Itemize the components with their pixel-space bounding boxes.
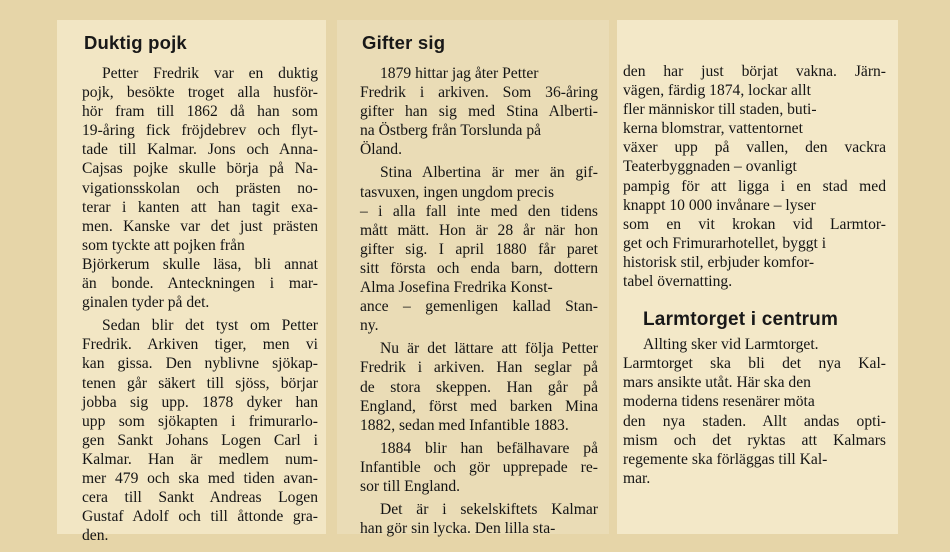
text-line: Larmtorget ska bli det nya Kal- xyxy=(623,355,886,373)
article-column-2 xyxy=(337,20,609,538)
paragraph xyxy=(360,163,598,335)
text-line: Infantible och gör upprepade re- xyxy=(360,458,598,476)
paragraph xyxy=(360,500,598,538)
text-line: hör fram till 1862 då han som xyxy=(82,103,318,121)
section-heading-gifter-sig: Gifter sig xyxy=(362,32,446,53)
text-line: Cajsas pojke skulle börja på Na- xyxy=(82,160,318,178)
text-line: Allting sker vid Larmtorget. xyxy=(643,336,819,354)
text-line: som tyckte att pojken från xyxy=(82,236,245,254)
text-line: mer 479 och ska med tiden avan- xyxy=(82,469,318,487)
paragraph xyxy=(360,439,598,496)
text-line: sitt första och enda barn, dottern xyxy=(360,259,598,277)
text-line: gifter han sig med Stina Alberti- xyxy=(360,103,598,121)
text-line: Petter Fredrik var en duktig xyxy=(102,65,318,82)
section-heading-larmtorget: Larmtorget i centrum xyxy=(643,309,839,331)
text-line: kerna blomstrar, vattentornet xyxy=(623,120,803,138)
paragraph xyxy=(623,62,886,291)
text-line: den. xyxy=(82,527,109,545)
text-line: historisk stil, erbjuder komfor- xyxy=(623,253,815,271)
text-line: fler människor till staden, buti- xyxy=(623,101,817,119)
text-line: cera till Sankt Andreas Logen xyxy=(82,489,318,507)
text-line: den nya staden. Allt andas opti- xyxy=(623,412,886,430)
text-line: tade till Kalmar. Jons och Anna- xyxy=(82,141,318,159)
text-line: Fredrik. Arkiven tiger, men vi xyxy=(82,336,318,354)
text-line: terar i kanten att han tagit exa- xyxy=(82,198,318,216)
text-line: mars ansikte utåt. Här ska den xyxy=(623,374,811,392)
text-line: upp som sjökapten i frimurarlo- xyxy=(82,412,318,430)
text-line: vägen, färdig 1874, lockar allt xyxy=(623,82,811,100)
text-line: Fredrik i arkiven. Han seglar på xyxy=(360,359,598,377)
text-line: den har just börjat vakna. Järn- xyxy=(623,63,886,80)
text-line: ny. xyxy=(360,317,379,335)
text-line: 1879 hittar jag åter Petter xyxy=(380,65,539,82)
text-line: regemente ska förläggas till Kal- xyxy=(623,450,828,468)
text-line: Gustaf Adolf och till åttonde gra- xyxy=(82,508,318,526)
text-line: Fredrik i arkiven. Som 36-åring xyxy=(360,84,598,102)
text-line: ance – gemenligen kallad Stan- xyxy=(360,298,598,316)
text-line: han gör sin lycka. Den lilla sta- xyxy=(360,520,556,538)
paragraph xyxy=(623,335,886,488)
column-1-body xyxy=(82,64,317,545)
text-line: sor till England. xyxy=(360,477,461,495)
text-line: knappt 10 000 invånare – lyser xyxy=(623,196,816,214)
text-line: Stina Albertina är mer än gif- xyxy=(380,164,598,182)
text-line: jobba sig upp. 1878 dyker han xyxy=(82,393,318,411)
text-line: Alma Josefina Fredrika Konst- xyxy=(360,279,553,297)
text-line: 1882, sedan med Infantible 1883. xyxy=(360,416,569,434)
text-line: Det är i sekelskiftets Kalmar xyxy=(380,501,598,519)
text-line: – i alla fall inte med den tidens xyxy=(360,202,598,220)
text-line: växer upp på vallen, den vackra xyxy=(623,139,886,157)
text-line: men. Kanske var det just prästen xyxy=(82,217,318,235)
column-2-body xyxy=(360,64,599,538)
article-column-1 xyxy=(57,20,326,545)
text-line: ginalen tyder på det. xyxy=(82,294,210,312)
text-line: de stora skeppen. Han går på xyxy=(360,378,598,396)
paragraph xyxy=(82,316,318,545)
text-line: gifter sig. I april 1880 får paret xyxy=(360,240,598,258)
text-line: get och Frimurarhotellet, byggt i xyxy=(623,234,827,252)
text-line: Björkerum skulle läsa, bli annat xyxy=(82,255,318,273)
text-line: Teaterbyggnaden – ovanligt xyxy=(623,158,797,176)
text-line: tasvuxen, ingen ungdom precis xyxy=(360,183,555,201)
text-line: än bonde. Anteckningen i mar- xyxy=(82,275,318,293)
text-line: na Östberg från Torslunda på xyxy=(360,122,542,140)
text-line: som en vit krokan vid Larmtor- xyxy=(623,215,886,233)
text-line: pampig för att ligga i en stad med xyxy=(623,177,886,195)
text-line: Öland. xyxy=(360,141,403,159)
article-column-3 xyxy=(617,20,898,534)
text-line: tabel övernatting. xyxy=(623,273,733,291)
paragraph xyxy=(360,64,598,159)
text-line: Nu är det lättare att följa Petter xyxy=(380,340,598,358)
column-3-body-top xyxy=(623,62,888,291)
text-line: 19-åring fick fröjdebrev och flyt- xyxy=(82,122,318,140)
text-line: tenen går säkert till sjöss, börjar xyxy=(82,374,318,392)
text-line: England, först med barken Mina xyxy=(360,397,598,415)
text-line: gen Sankt Johans Logen Carl i xyxy=(82,431,318,449)
text-line: mism och det ryktas att Kalmars xyxy=(623,431,886,449)
text-line: pojk, besökte troget alla husför- xyxy=(82,84,318,102)
section-heading-duktig-pojk: Duktig pojk xyxy=(84,32,187,53)
text-line: Kalmar. Han är medlem num- xyxy=(82,450,318,468)
text-line: mått mätt. Hon är 28 år när hon xyxy=(360,221,598,239)
paragraph xyxy=(360,339,598,434)
text-line: kan gissa. Den nyblivne sjökap- xyxy=(82,355,318,373)
text-line: Sedan blir det tyst om Petter xyxy=(102,317,318,335)
text-line: 1884 blir han befälhavare på xyxy=(380,439,598,457)
text-line: mar. xyxy=(623,469,651,487)
text-line: vigationsskolan och prästen no- xyxy=(82,179,318,197)
paragraph xyxy=(82,64,318,312)
column-3-body-bottom xyxy=(623,335,888,488)
text-line: moderna tidens resenärer möta xyxy=(623,393,815,411)
